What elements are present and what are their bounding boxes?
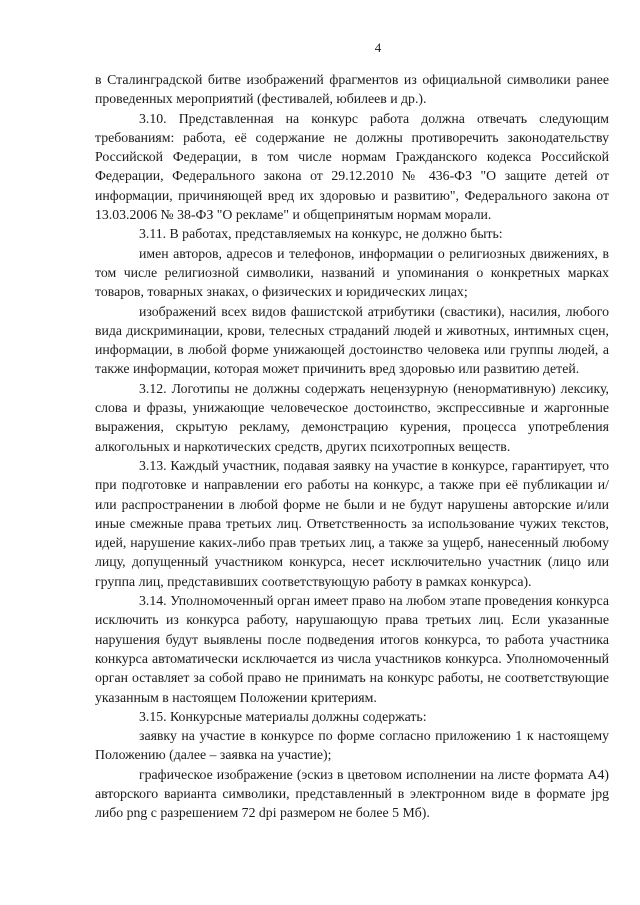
document-body — [95, 70, 609, 823]
clause-3-11: 3.11. В работах, представляемых на конкурс, не должно быть: — [139, 226, 503, 242]
clause-3-15-item-1: заявку на участие в конкурсе по форме согласно приложению 1 к настоящему Положению (далее – заявка на участие); — [95, 728, 609, 763]
clause-3-10: 3.10. Представленная на конкурс работа должна отвечать следующим требованиям: работа, её содержание не должны противоречить законодательству Российской Федерации, в том числе нормам Гражданского кодекса Российской Федерации, Федерального закона от 29.12.2010 № 436-ФЗ "О защите детей от информации, причиняющей вред их здоровью и развитию", Федерального закона от 13.03.2006 № 38-ФЗ "О рекламе" и общепринятым нормам морали. — [95, 110, 609, 223]
clause-3-11-item-1: имен авторов, адресов и телефонов, информации о религиозных движениях, в том числе религиозной символики, названий и упоминания о конкретных марках товаров, товарных знаках, о физических и юридических лицах; — [95, 245, 609, 300]
paragraph-continuation: в Сталинградской битве изображений фрагментов из официальной символики ранее проведенных мероприятий (фестивалей, юбилеев и др.). — [95, 72, 609, 107]
page-number: 4 — [374, 40, 382, 55]
clause-3-14: 3.14. Уполномоченный орган имеет право на любом этапе проведения конкурса исключить из конкурса работу, нарушающую права третьих лиц. Если указанные нарушения будут выявлены после подведения итогов конкурса, то работа участника конкурса автоматически исключается из числа участников конкурса. Уполномоченный орган оставляет за собой право не принимать на конкурс работы, не соответствующие указанным в настоящем Положении критериям. — [95, 593, 609, 705]
clause-3-15: 3.15. Конкурсные материалы должны содержать: — [139, 708, 427, 724]
clause-3-11-item-2: изображений всех видов фашистской атрибутики (свастики), насилия, любого вида дискриминации, крови, телесных страданий людей и животных, интимных сцен, информации, в любой форме унижающей достоинство человека или группы людей, а также информации, которая может причинить вред здоровью или развитию детей. — [95, 303, 609, 377]
clause-3-13: 3.13. Каждый участник, подавая заявку на участие в конкурсе, гарантирует, что при подготовке и направлении его работы на конкурс, а также при её публикации и/или распространении в любой форме не были и не будут нарушены авторские и/или иные смежные права третьих лиц. Ответственность за использование чужих текстов, идей, нарушение каких-либо прав третьих лиц, а также за ущерб, нанесенный любому лицу, допущенный участником конкурса, несет исключительно участник (лицо или группа лиц, представивших соответствующую работу в рамках конкурса). — [95, 457, 609, 589]
clause-3-15-item-2: графическое изображение (эскиз в цветовом исполнении на листе формата А4) авторского варианта символики, представленный в электронном виде в формате jpg либо png с разрешением 72 dpi размером не более 5 Мб). — [95, 766, 609, 821]
clause-3-12: 3.12. Логотипы не должны содержать нецензурную (ненормативную) лексику, слова и фразы, унижающие человеческое достоинство, экспрессивные и жаргонные выражения, скрытую рекламу, демонстрацию курения, процесса употребления алкогольных и наркотических средств, других психотропных веществ. — [95, 380, 609, 454]
